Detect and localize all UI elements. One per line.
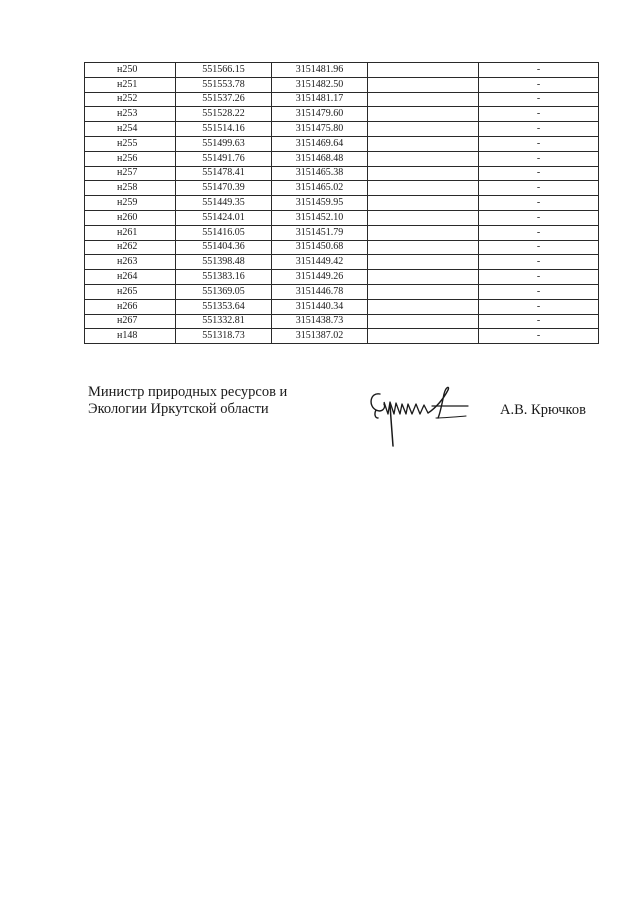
minister-title: Министр природных ресурсов и Экологии Иркутской области — [88, 384, 288, 417]
x-coordinate-cell: 551353.64 — [176, 299, 272, 314]
signer-name: А.В. Крючков — [500, 402, 586, 418]
dash-cell: - — [479, 210, 599, 225]
empty-cell — [368, 196, 479, 211]
point-cell: н261 — [85, 225, 176, 240]
y-coordinate-cell: 3151450.68 — [272, 240, 368, 255]
dash-cell: - — [479, 329, 599, 344]
point-cell: н251 — [85, 77, 176, 92]
y-coordinate-cell: 3151481.96 — [272, 63, 368, 78]
point-cell: н254 — [85, 122, 176, 137]
x-coordinate-cell: 551514.16 — [176, 122, 272, 137]
y-coordinate-cell: 3151452.10 — [272, 210, 368, 225]
table-row — [85, 151, 599, 166]
x-coordinate-cell: 551566.15 — [176, 63, 272, 78]
empty-cell — [368, 181, 479, 196]
empty-cell — [368, 284, 479, 299]
dash-cell: - — [479, 63, 599, 78]
x-coordinate-cell: 551383.16 — [176, 270, 272, 285]
table-row — [85, 329, 599, 344]
table-row — [85, 210, 599, 225]
dash-cell: - — [479, 255, 599, 270]
table-row — [85, 92, 599, 107]
empty-cell — [368, 63, 479, 78]
x-coordinate-cell: 551416.05 — [176, 225, 272, 240]
y-coordinate-cell: 3151440.34 — [272, 299, 368, 314]
y-coordinate-cell: 3151468.48 — [272, 151, 368, 166]
point-cell: н259 — [85, 196, 176, 211]
point-cell: н267 — [85, 314, 176, 329]
empty-cell — [368, 77, 479, 92]
point-cell: н257 — [85, 166, 176, 181]
table-row — [85, 255, 599, 270]
point-cell: н265 — [85, 284, 176, 299]
y-coordinate-cell: 3151481.17 — [272, 92, 368, 107]
y-coordinate-cell: 3151459.95 — [272, 196, 368, 211]
y-coordinate-cell: 3151446.78 — [272, 284, 368, 299]
empty-cell — [368, 151, 479, 166]
dash-cell: - — [479, 196, 599, 211]
empty-cell — [368, 107, 479, 122]
y-coordinate-cell: 3151449.42 — [272, 255, 368, 270]
y-coordinate-cell: 3151482.50 — [272, 77, 368, 92]
x-coordinate-cell: 551478.41 — [176, 166, 272, 181]
empty-cell — [368, 270, 479, 285]
dash-cell: - — [479, 181, 599, 196]
x-coordinate-cell: 551499.63 — [176, 136, 272, 151]
y-coordinate-cell: 3151465.02 — [272, 181, 368, 196]
table-row — [85, 299, 599, 314]
table-row — [85, 270, 599, 285]
handwritten-signature-icon — [366, 384, 474, 448]
x-coordinate-cell: 551404.36 — [176, 240, 272, 255]
dash-cell: - — [479, 240, 599, 255]
point-cell: н263 — [85, 255, 176, 270]
dash-cell: - — [479, 77, 599, 92]
point-cell: н266 — [85, 299, 176, 314]
table-row — [85, 225, 599, 240]
table-row — [85, 240, 599, 255]
x-coordinate-cell: 551398.48 — [176, 255, 272, 270]
y-coordinate-cell: 3151469.64 — [272, 136, 368, 151]
y-coordinate-cell: 3151479.60 — [272, 107, 368, 122]
dash-cell: - — [479, 107, 599, 122]
y-coordinate-cell: 3151465.38 — [272, 166, 368, 181]
dash-cell: - — [479, 299, 599, 314]
empty-cell — [368, 329, 479, 344]
table-row — [85, 196, 599, 211]
table-row — [85, 166, 599, 181]
y-coordinate-cell: 3151451.79 — [272, 225, 368, 240]
empty-cell — [368, 92, 479, 107]
dash-cell: - — [479, 122, 599, 137]
y-coordinate-cell: 3151475.80 — [272, 122, 368, 137]
y-coordinate-cell: 3151387.02 — [272, 329, 368, 344]
empty-cell — [368, 136, 479, 151]
x-coordinate-cell: 551449.35 — [176, 196, 272, 211]
point-cell: н148 — [85, 329, 176, 344]
empty-cell — [368, 255, 479, 270]
empty-cell — [368, 122, 479, 137]
x-coordinate-cell: 551470.39 — [176, 181, 272, 196]
empty-cell — [368, 225, 479, 240]
x-coordinate-cell: 551528.22 — [176, 107, 272, 122]
dash-cell: - — [479, 225, 599, 240]
table-row — [85, 107, 599, 122]
empty-cell — [368, 166, 479, 181]
y-coordinate-cell: 3151438.73 — [272, 314, 368, 329]
table-row — [85, 314, 599, 329]
empty-cell — [368, 299, 479, 314]
x-coordinate-cell: 551491.76 — [176, 151, 272, 166]
point-cell: н252 — [85, 92, 176, 107]
table-row — [85, 77, 599, 92]
point-cell: н264 — [85, 270, 176, 285]
coordinates-table-body — [85, 63, 599, 344]
empty-cell — [368, 240, 479, 255]
coordinates-table — [84, 62, 599, 344]
x-coordinate-cell: 551424.01 — [176, 210, 272, 225]
y-coordinate-cell: 3151449.26 — [272, 270, 368, 285]
dash-cell: - — [479, 166, 599, 181]
x-coordinate-cell: 551369.05 — [176, 284, 272, 299]
table-row — [85, 284, 599, 299]
point-cell: н260 — [85, 210, 176, 225]
dash-cell: - — [479, 314, 599, 329]
table-row — [85, 136, 599, 151]
table-row — [85, 63, 599, 78]
empty-cell — [368, 210, 479, 225]
x-coordinate-cell: 551553.78 — [176, 77, 272, 92]
dash-cell: - — [479, 270, 599, 285]
x-coordinate-cell: 551332.81 — [176, 314, 272, 329]
point-cell: н255 — [85, 136, 176, 151]
point-cell: н256 — [85, 151, 176, 166]
dash-cell: - — [479, 92, 599, 107]
dash-cell: - — [479, 151, 599, 166]
x-coordinate-cell: 551318.73 — [176, 329, 272, 344]
point-cell: н262 — [85, 240, 176, 255]
table-row — [85, 181, 599, 196]
empty-cell — [368, 314, 479, 329]
point-cell: н253 — [85, 107, 176, 122]
point-cell: н250 — [85, 63, 176, 78]
point-cell: н258 — [85, 181, 176, 196]
dash-cell: - — [479, 136, 599, 151]
dash-cell: - — [479, 284, 599, 299]
table-row — [85, 122, 599, 137]
x-coordinate-cell: 551537.26 — [176, 92, 272, 107]
